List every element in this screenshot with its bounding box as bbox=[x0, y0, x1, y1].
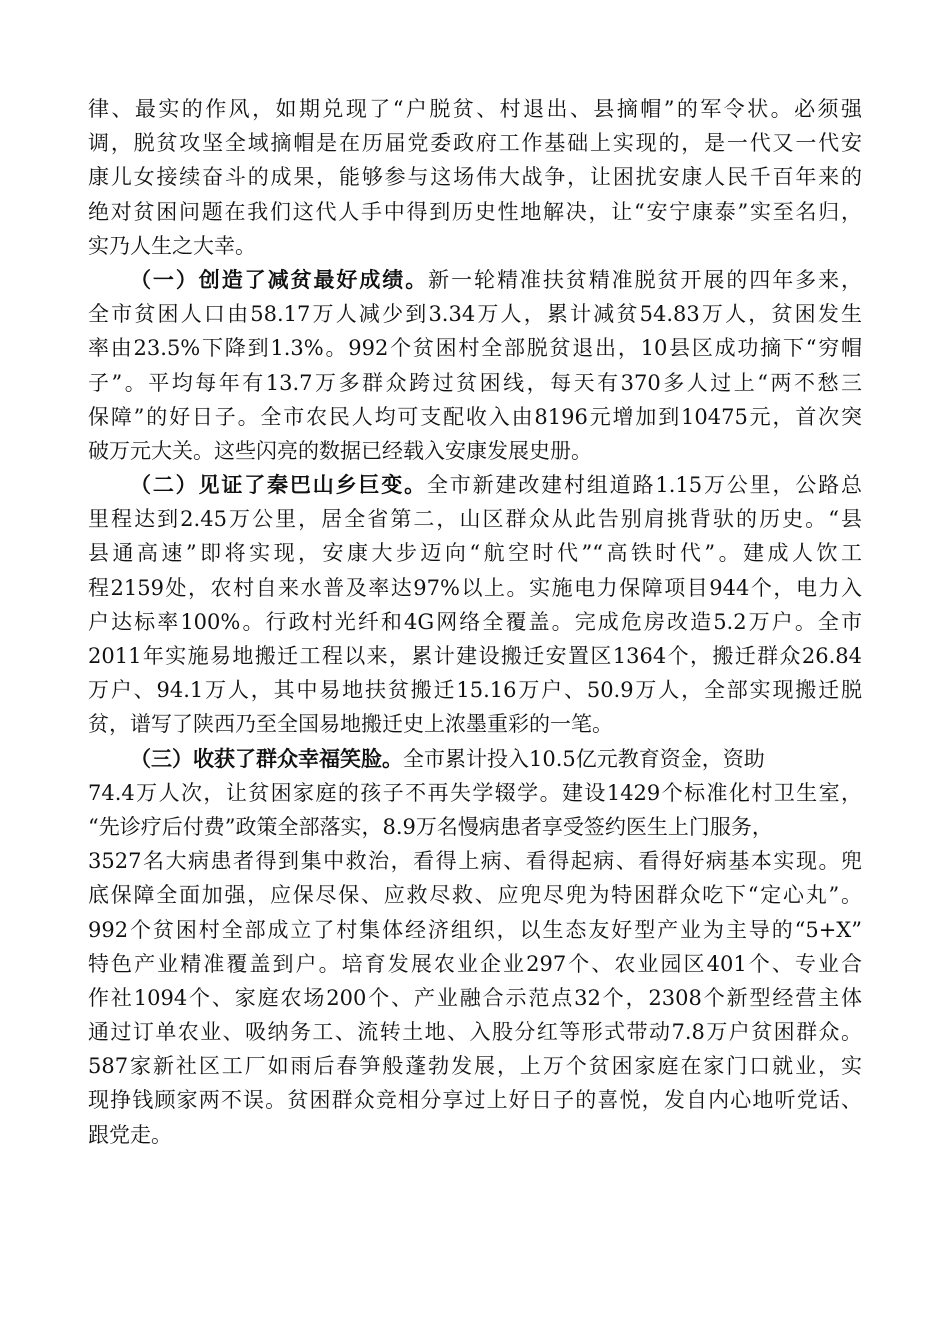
section-3-paragraph bbox=[88, 742, 862, 1152]
text-line: 3527名大病患者得到集中救治，看得上病、看得起病、看得好病基本实现。兜 bbox=[88, 849, 862, 874]
section-3-first-line-text: 全市累计投入10.5亿元教育资金，资助 bbox=[403, 746, 765, 771]
section-1-paragraph bbox=[88, 263, 862, 468]
section-2-first-line bbox=[88, 468, 862, 502]
text-line: 2011年实施易地搬迁工程以来，累计建设搬迁安置区1364个，搬迁群众26.84 bbox=[88, 644, 862, 668]
text-line: 康儿女接续奋斗的成果，能够参与这场伟大战争，让困扰安康人民千百年来的 bbox=[88, 165, 862, 190]
text-line: 底保障全面加强，应保尽保、应救尽救、应兜尽兜为特困群众吃下“定心丸”。 bbox=[88, 883, 862, 908]
text-line: 通过订单农业、吸纳务工、流转土地、入股分红等形式带动7.8万户贫困群众。 bbox=[88, 1020, 862, 1045]
section-3-first-line bbox=[88, 742, 862, 776]
text-line: 74.4万人次，让贫困家庭的孩子不再失学辍学。建设1429个标准化村卫生室， bbox=[88, 780, 862, 805]
text-line: 破万元大关。这些闪亮的数据已经载入安康发展史册。 bbox=[88, 438, 592, 463]
section-1-first-line-text: 新一轮精准扶贫精准脱贫开展的四年多来， bbox=[428, 267, 862, 292]
section-2-paragraph bbox=[88, 468, 862, 742]
text-line: 992个贫困村全部成立了村集体经济组织，以生态友好型产业为主导的“5+X” bbox=[88, 917, 862, 942]
text-line: 保障”的好日子。全市农民人均可支配收入由8196元增加到10475元，首次突 bbox=[88, 404, 862, 429]
text-line: 绝对贫困问题在我们这代人手中得到历史性地解决，让“安宁康泰”实至名归， bbox=[88, 199, 862, 224]
text-line: 率由23.5%下降到1.3%。992个贫困村全部脱贫退出，10县区成功摘下“穷帽 bbox=[88, 336, 862, 361]
section-1-heading: （一）创造了减贫最好成绩。 bbox=[130, 266, 429, 292]
text-line: 作社1094个、家庭农场200个、产业融合示范点32个，2308个新型经营主体 bbox=[88, 985, 862, 1010]
section-1-first-line bbox=[88, 263, 862, 297]
text-line: 子”。平均每年有13.7万多群众跨过贫困线，每天有370多人过上“两不愁三 bbox=[88, 370, 862, 395]
text-line: 里程达到2.45万公里，居全省第二，山区群众从此告别肩挑背驮的历史。“县 bbox=[88, 507, 862, 532]
text-line: 程2159处，农村自来水普及率达97%以上。实施电力保障项目944个，电力入 bbox=[88, 575, 862, 600]
text-line: 贫，谱写了陕西乃至全国易地搬迁史上浓墨重彩的一笔。 bbox=[88, 712, 613, 737]
text-line: 现挣钱顾家两不误。贫困群众竞相分享过上好日子的喜悦，发自内心地听党话、 bbox=[88, 1088, 862, 1113]
text-line: 县通高速”即将实现，安康大步迈向“航空时代”“高铁时代”。建成人饮工 bbox=[88, 541, 862, 566]
text-line: 万户、94.1万人，其中易地扶贫搬迁15.16万户、50.9万人，全部实现搬迁脱 bbox=[88, 678, 862, 703]
section-2-heading: （二）见证了秦巴山乡巨变。 bbox=[130, 472, 427, 498]
text-line: 调，脱贫攻坚全域摘帽是在历届党委政府工作基础上实现的，是一代又一代安 bbox=[88, 131, 862, 156]
section-3-heading: （三）收获了群众幸福笑脸。 bbox=[130, 745, 403, 771]
text-line: 587家新社区工厂如雨后春笋般蓬勃发展，上万个贫困家庭在家门口就业，实 bbox=[88, 1054, 862, 1079]
document-page bbox=[88, 92, 862, 1152]
text-line: 实乃人生之大幸。 bbox=[88, 233, 256, 258]
text-line: “先诊疗后付费”政策全部落实，8.9万名慢病患者享受签约医生上门服务， bbox=[88, 814, 773, 839]
text-line: 全市贫困人口由58.17万人减少到3.34万人，累计减贫54.83万人，贫困发生 bbox=[88, 302, 862, 327]
section-2-first-line-text: 全市新建改建村组道路1.15万公里，公路总 bbox=[426, 473, 862, 498]
text-line: 跟党走。 bbox=[88, 1122, 172, 1147]
text-line: 律、最实的作风，如期兑现了“户脱贫、村退出、县摘帽”的军令状。必须强 bbox=[88, 97, 862, 121]
intro-paragraph bbox=[88, 92, 862, 263]
text-line: 户达标率100%。行政村光纤和4G网络全覆盖。完成危房改造5.2万户。全市 bbox=[88, 609, 862, 634]
text-line: 特色产业精准覆盖到户。培育发展农业企业297个、农业园区401个、专业合 bbox=[88, 951, 862, 976]
